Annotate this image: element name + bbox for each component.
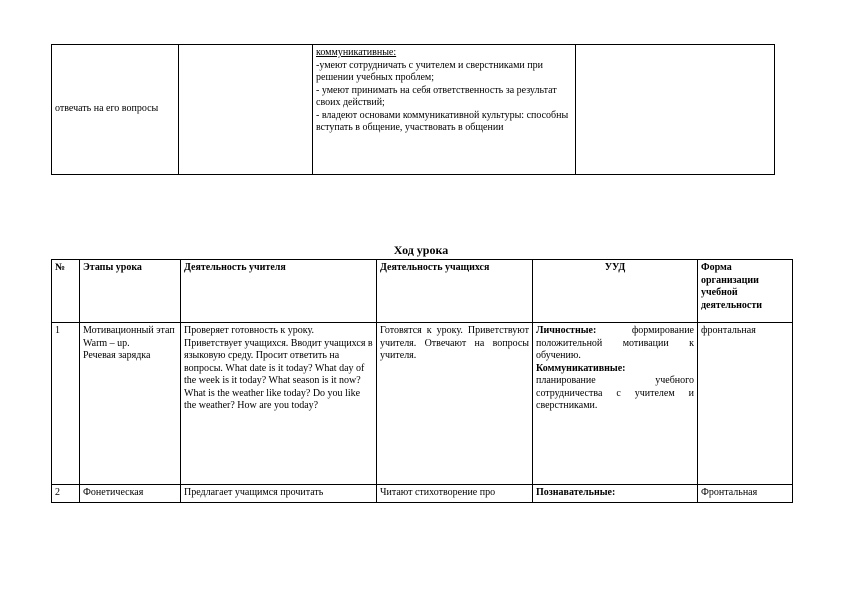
row2-stage: Фонетическая bbox=[80, 485, 181, 503]
row1-num: 1 bbox=[52, 323, 80, 485]
row2-students: Читают стихотворение про bbox=[377, 485, 533, 503]
comm-line: -умеют сотрудничать с учителем и сверстниками при решении учебных проблем; bbox=[316, 59, 543, 83]
comm-line: - владеют основами коммуникативной культуры: способны вступать в общение, участвовать в общении bbox=[316, 109, 569, 133]
row1-form: фронтальная bbox=[698, 323, 793, 485]
uud-comm-text: планирование учебного сотрудничества с учителем и сверстниками. bbox=[536, 375, 694, 411]
header-row bbox=[52, 260, 793, 323]
row1-stage bbox=[80, 323, 181, 485]
uud-comm-label: Коммуникативные: bbox=[536, 362, 626, 374]
table-row bbox=[52, 323, 793, 485]
uud-personal-label: Личностные: bbox=[536, 325, 597, 336]
header-stage: Этапы урока bbox=[80, 260, 181, 323]
row1-teacher: Проверяет готовность к уроку. Приветствует учащихся. Вводит учащихся в языковую среду. Просит ответить на вопросы. What date is it today? What day of the week is it today? What season is it now? What is the weather like today? Do you like the weather? How are you today? bbox=[181, 323, 377, 485]
top-col1-cell bbox=[52, 45, 179, 175]
row1-uud bbox=[533, 323, 698, 485]
stage-line: Мотивационный этап bbox=[83, 325, 175, 336]
header-form: Форма организации учебной деятельности bbox=[698, 260, 793, 323]
top-col4-cell bbox=[576, 45, 775, 175]
lesson-table bbox=[51, 259, 793, 503]
top-col3-cell bbox=[313, 45, 576, 175]
row2-form: Фронтальная bbox=[698, 485, 793, 503]
top-col1-text: отвечать на его вопросы bbox=[55, 103, 159, 115]
row2-num: 2 bbox=[52, 485, 80, 503]
communicative-title: коммуникативные: bbox=[316, 47, 397, 58]
row1-students: Готовятся к уроку. Приветствуют учителя. Отвечают на вопросы учителя. bbox=[377, 323, 533, 485]
header-students: Деятельность учащихся bbox=[377, 260, 533, 323]
header-uud: УУД bbox=[533, 260, 698, 323]
header-num: № bbox=[52, 260, 80, 323]
header-teacher: Деятельность учителя bbox=[181, 260, 377, 323]
table-row bbox=[52, 485, 793, 503]
stage-line: Речевая зарядка bbox=[83, 350, 151, 361]
row2-uud: Познавательные: bbox=[533, 485, 698, 503]
comm-line: - умеют принимать на себя ответственность за результат своих действий; bbox=[316, 84, 557, 108]
lesson-heading: Ход урока bbox=[393, 243, 449, 257]
uud-personal-text: формирование положительной мотивации к обучению. bbox=[536, 325, 694, 361]
stage-line: Warm – up. bbox=[83, 337, 130, 349]
table-row bbox=[52, 45, 775, 175]
top-table bbox=[51, 44, 775, 175]
top-col2-cell bbox=[179, 45, 313, 175]
row2-teacher: Предлагает учащимся прочитать bbox=[181, 485, 377, 503]
